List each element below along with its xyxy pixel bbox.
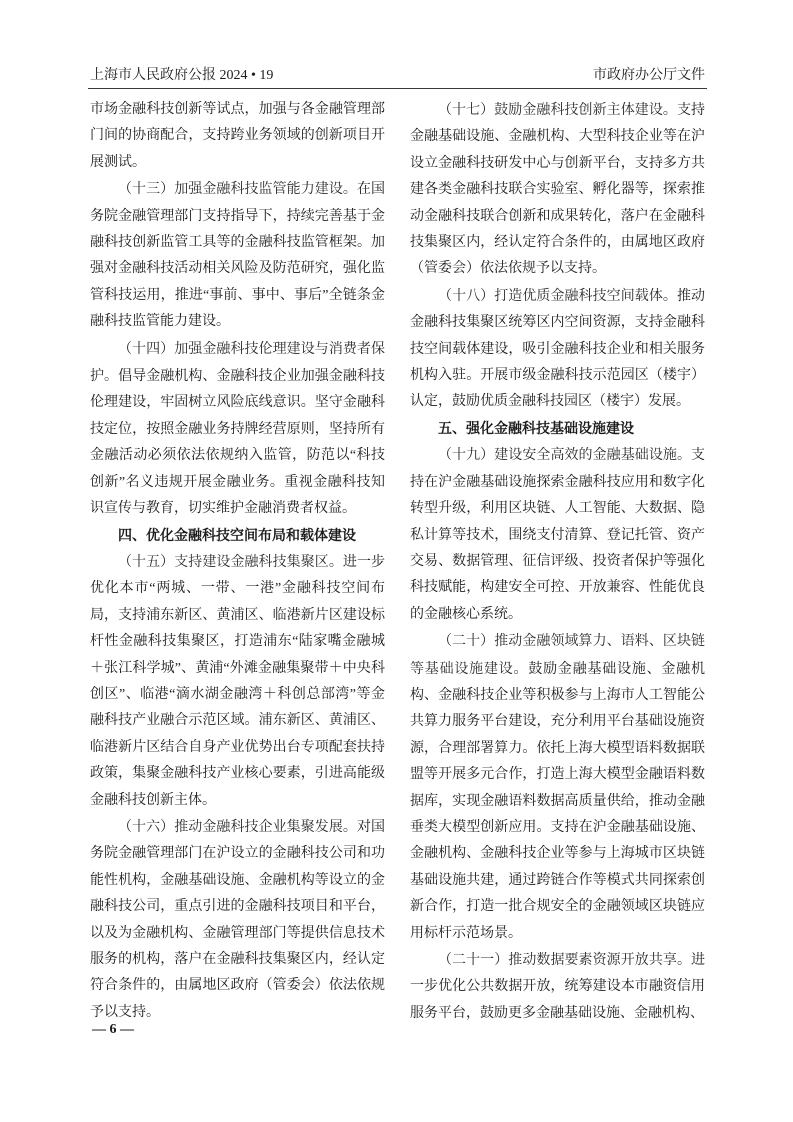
item-19-title: （十九）建设安全高效的金融基础设施。 xyxy=(438,447,691,464)
continuation-paragraph: 市场金融科技创新等试点，加强与各金融管理部门间的协商配合，支持跨业务领域的创新项目开展测试。 xyxy=(90,102,385,170)
section-4-heading: 四、优化金融科技空间布局和载体建设 xyxy=(118,527,356,544)
page-number: — 6 — xyxy=(92,1022,134,1037)
item-13-paragraph xyxy=(90,176,385,335)
item-14-body: 倡导金融机构、金融科技企业加强金融科技伦理建设，牢固树立风险底线意识。坚守金融科技定位，按照金融业务持牌经营原则，坚持所有金融活动必须依法依规纳入监管，防范以“科技创新”名义违规开展金融业务。重视金融科技知识宣传与教育，切实维护金融消费者权益。 xyxy=(90,369,386,517)
item-15-body: 进一步优化本市“两城、一带、一港”金融科技空间布局，支持浦东新区、黄浦区、临港新片区建设标杆性金融科技集聚区，打造浦东“陆家嘴金融城＋张江科学城”、黄浦“外滩金融集聚带＋中央科创区”、临港“滴水湖金融湾＋科创总部湾”等金融科技产业融合示范区域。浦东新区、黄浦区、临港新片区结合自身产业优势出台专项配套扶持政策，集聚金融科技产业核心要素，引进高能级金融科技创新主体。 xyxy=(90,554,386,808)
left-column xyxy=(90,97,385,1026)
item-20-title: （二十）推动金融领域算力、语料、区块链等基础设施建设。 xyxy=(410,633,705,677)
item-19-body: 支持在沪金融基础设施探索金融科技应用和数字化转型升级，利用区块链、人工智能、大数据、隐私计算等技术，围绕支付清算、登记托管、资产交易、数据管理、征信评级、投资者保护等强化科技赋能，构建安全可控、开放兼容、性能优良的金融核心系统。 xyxy=(410,448,705,622)
item-19-paragraph xyxy=(410,442,705,628)
document-category: 市政府办公厅文件 xyxy=(593,68,705,83)
item-18-title: （十八）打造优质金融科技空间载体。 xyxy=(438,287,677,304)
item-16-paragraph xyxy=(90,814,385,1026)
publication-title: 上海市人民政府公报 2024 • 19 xyxy=(90,68,274,83)
item-14-paragraph xyxy=(90,336,385,523)
item-21-paragraph xyxy=(410,947,705,1027)
item-18-paragraph xyxy=(410,283,705,416)
item-15-paragraph xyxy=(90,549,385,814)
section-5-heading: 五、强化金融科技基础设施建设 xyxy=(438,420,634,437)
item-17-title: （十七）鼓励金融科技创新主体建设。 xyxy=(438,102,677,118)
item-15-title: （十五）支持建设金融科技集聚区。 xyxy=(118,553,343,570)
item-13-title: （十三）加强金融科技监管能力建设。 xyxy=(118,181,357,198)
item-20-body: 鼓励金融基础设施、金融机构、金融科技企业等积极参与上海市人工智能公共算力服务平台建设，充分利用平台基础设施资源，合理部署算力。依托上海大模型语料数据联盟等开展多元合作，打造上海大模型金融语料数据库，实现金融语料数据高质量供给，推动金融垂类大模型创新应用。支持在沪金融基础设施、金融机构、金融科技企业等参与上海城市区块链基础设施共建，通过跨链合作等模式共同探索创新合作，打造一批合规安全的金融领域区块链应用标杆示范场景。 xyxy=(410,661,706,941)
item-16-title: （十六）推动金融科技企业集聚发展。 xyxy=(118,818,357,835)
item-17-paragraph xyxy=(410,97,705,283)
item-17-body: 支持金融基础设施、金融机构、大型科技企业等在沪设立金融科技研发中心与创新平台，支持多方共建各类金融科技联合实验室、孵化器等，探索推动金融科技联合创新和成果转化，落户在金融科技集聚区内，经认定符合条件的，由属地区政府（管委会）依法依规予以支持。 xyxy=(410,103,706,277)
item-13-body: 在国务院金融管理部门支持指导下，持续完善基于金融科技创新监管工具等的金融科技监管框架。加强对金融科技活动相关风险及防范研究，强化监管科技运用，推进“事前、事中、事后”全链条金融科技监管能力建设。 xyxy=(90,182,386,330)
page-header xyxy=(88,64,707,89)
item-20-paragraph xyxy=(410,628,705,947)
item-18-body: 推动金融科技集聚区统筹区内空间资源，支持金融科技空间载体建设，吸引金融科技企业和相关服务机构入驻。开展市级金融科技示范园区（楼宇）认定，鼓励优质金融科技园区（楼宇）发展。 xyxy=(410,288,706,410)
item-21-title: （二十一）推动数据要素资源开放共享。 xyxy=(438,952,691,968)
right-column xyxy=(410,97,705,1027)
item-14-title: （十四）加强金融科技伦理建设与消费者保护。 xyxy=(90,340,385,385)
item-16-body: 对国务院金融管理部门在沪设立的金融科技公司和功能性机构，金融基础设施、金融机构等设立的金融科技公司，重点引进的金融科技项目和平台，以及为金融机构、金融管理部门等提供信息技术服务的机构，落户在金融科技集聚区内，经认定符合条件的，由属地区政府（管委会）依法依规予以支持。 xyxy=(90,819,386,1020)
item-21-body: 进一步优化公共数据开放，统筹建设本市融资信用服务平台，鼓励更多金融基础设施、金融机构、 xyxy=(410,953,705,1021)
